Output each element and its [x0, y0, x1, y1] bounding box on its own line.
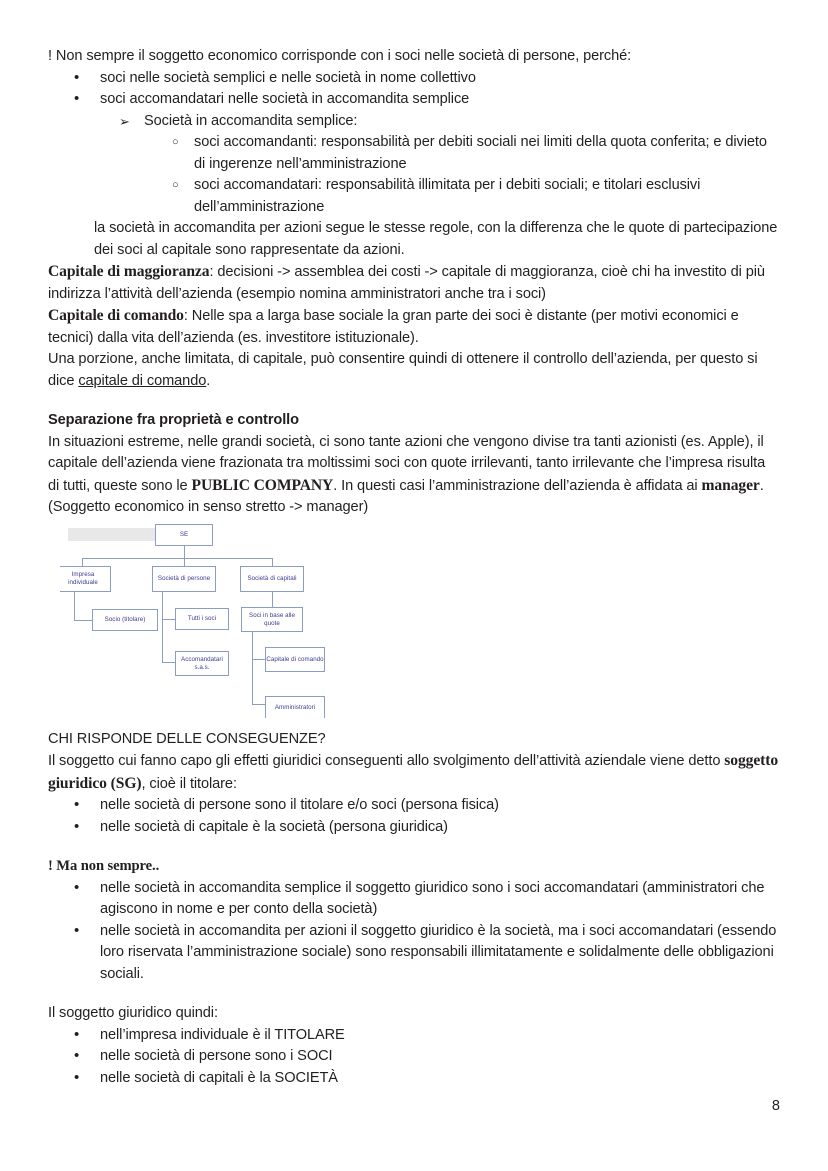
- diagram-box-tutti-i-soci: Tutti i soci: [175, 608, 229, 630]
- comando-p2-underlined: capitale di comando: [78, 372, 207, 389]
- diagram-box-socio-titolare: Socio (titolare): [92, 609, 158, 631]
- connector-impresa-socio-v: [74, 592, 75, 620]
- spacer: [48, 985, 780, 1003]
- org-chart-diagram: [60, 518, 380, 718]
- separazione-p3: . (Soggetto economico in senso stretto -> manager): [48, 477, 764, 515]
- separazione-heading: Separazione fra proprietà e controllo: [48, 412, 299, 428]
- connector-impresa-socio-h: [74, 620, 92, 621]
- diagram-box-capitale-di-comando: Capitale di comando: [265, 647, 325, 672]
- diagram-box-societa-capitali: Società di capitali: [240, 566, 304, 592]
- connector-root-down: [184, 546, 185, 558]
- diagram-box-amministratori: Amministratori: [265, 696, 325, 718]
- chi-risponde-p1-post: , cioè il titolare:: [141, 775, 237, 792]
- capitale-maggioranza-term: Capitale di maggioranza: [48, 263, 210, 280]
- diagram-box-se: SE: [155, 524, 213, 546]
- spacer: [48, 838, 780, 856]
- list-item: • nelle società in accomandita per azioni il soggetto giuridico è la società, ma i soci accomandatari (essendo loro riservata l’amministrazione sociale) sono responsabili illimitatamente e solidalmente delle obbligazioni sociali.: [48, 921, 780, 986]
- connector-soci-children-v: [252, 632, 253, 704]
- comando-p2-pre: Una porzione, anche limitata, di capitale, può consentire quindi di ottenere il controllo dell’azienda, per questo si dice: [48, 351, 758, 389]
- connector-drop-capitali: [272, 558, 273, 566]
- connector-distribution: [82, 558, 272, 559]
- diagram-box-impresa-individuale: Impresa individuale: [60, 566, 111, 592]
- page-number: 8: [771, 1098, 780, 1114]
- capitale-maggioranza-body: : decisioni -> assemblea dei costi -> capitale di maggioranza, cioè chi ha investito di più indirizza l’attività dell’azienda (esempio nomina amministratori anche tra i soci): [48, 264, 765, 302]
- connector-persone-accomandatari-h: [162, 662, 175, 663]
- capitale-comando-paragraph: [48, 305, 780, 349]
- spacer: [48, 392, 780, 410]
- capitale-maggioranza-paragraph: [48, 261, 780, 305]
- separazione-p2: . In questi casi l’amministrazione dell’azienda è affidata ai: [333, 477, 702, 494]
- closing-paragraph: la società in accomandita per azioni segue le stesse regole, con la differenza che le quote di partecipazione dei soci al capitale sono rappresentate da azioni.: [94, 220, 778, 258]
- bullet-list-soggetto-quindi: [48, 1025, 780, 1090]
- manager-term: manager: [701, 476, 760, 494]
- connector-drop-impresa: [82, 558, 83, 566]
- list-item: • nelle società di capitali è la SOCIETÀ: [48, 1068, 780, 1090]
- list-item: • soci accomandatari nelle società in accomandita semplice: [48, 89, 780, 111]
- bullet-list-level1-top: [48, 68, 780, 111]
- comando-p2-post: .: [206, 372, 211, 389]
- intro-paragraph: ! Non sempre il soggetto economico corrisponde con i soci nelle società di persone, perché:: [48, 48, 632, 64]
- capitale-comando-paragraph-2: [48, 349, 780, 392]
- ma-non-sempre-heading: ! Ma non sempre..: [48, 858, 160, 874]
- bullet-list-level3: [48, 132, 780, 218]
- bullet-list-ma-non-sempre: [48, 878, 780, 986]
- diagram-box-accomandatari-sas: Accomandatari s.a.s.: [175, 651, 229, 676]
- list-item: • soci nelle società semplici e nelle società in nome collettivo: [48, 68, 780, 90]
- connector-soci-amministratori-h: [252, 704, 265, 705]
- chi-risponde-heading: CHI RISPONDE DELLE CONSEGUENZE?: [48, 730, 326, 747]
- gray-placeholder-bar: [68, 528, 155, 541]
- list-item: • nelle società di persone sono il titolare e/o soci (persona fisica): [48, 795, 780, 817]
- separazione-p1: In situazioni estreme, nelle grandi società, ci sono tante azioni che vengono divise tra tanti azionisti (es. Apple), il capitale dell’azienda viene frazionata tra moltissimi soci con quote irrilevanti, tanto irrilevante che l’impresa risulta di tutti, queste sono le: [48, 433, 766, 494]
- bullet-list-chi-risponde: [48, 795, 780, 838]
- list-item: • nelle società di capitale è la società (persona giuridica): [48, 817, 780, 839]
- list-item: • nelle società di persone sono i SOCI: [48, 1046, 780, 1068]
- connector-drop-persone: [184, 558, 185, 566]
- list-item: • nelle società in accomandita semplice il soggetto giuridico sono i soci accomandatari (amministratori che agiscono in nome e per conto della società): [48, 878, 780, 921]
- diagram-box-societa-persone: Società di persone: [152, 566, 216, 592]
- soggetto-quindi-intro: Il soggetto giuridico quindi:: [48, 1005, 218, 1021]
- soggetto-giuridico-term: soggetto giuridico (SG): [48, 752, 779, 792]
- list-item: • nell’impresa individuale è il TITOLARE: [48, 1025, 780, 1047]
- list-item: ○ soci accomandatari: responsabilità illimitata per i debiti sociali; e titolari esclusivi dell’amministrazione: [48, 175, 780, 218]
- list-item: ➢ Società in accomandita semplice:: [48, 111, 780, 133]
- capitale-comando-body: : Nelle spa a larga base sociale la gran parte dei soci è distante (per motivi economici e tecnici) dalla vita dell’azienda (es. investitore istituzionale).: [48, 308, 739, 346]
- connector-persone-v: [162, 592, 163, 662]
- list-item: ○ soci accomandanti: responsabilità per debiti sociali nei limiti della quota conferita; e divieto di ingerenze nell’amministrazione: [48, 132, 780, 175]
- bullet-list-level2: [48, 111, 780, 133]
- chi-risponde-p1-pre: Il soggetto cui fanno capo gli effetti giuridici conseguenti allo svolgimento dell’attività aziendale viene detto: [48, 753, 725, 769]
- separazione-paragraph: [48, 432, 780, 519]
- capitale-comando-term: Capitale di comando: [48, 307, 184, 324]
- connector-soci-capitale-h: [252, 659, 265, 660]
- diagram-box-soci-in-base-alle-quote: Soci in base alle quote: [241, 607, 303, 632]
- connector-persone-tuttisoci-h: [162, 619, 175, 620]
- chi-risponde-paragraph: [48, 750, 780, 795]
- public-company-term: PUBLIC COMPANY: [191, 476, 334, 494]
